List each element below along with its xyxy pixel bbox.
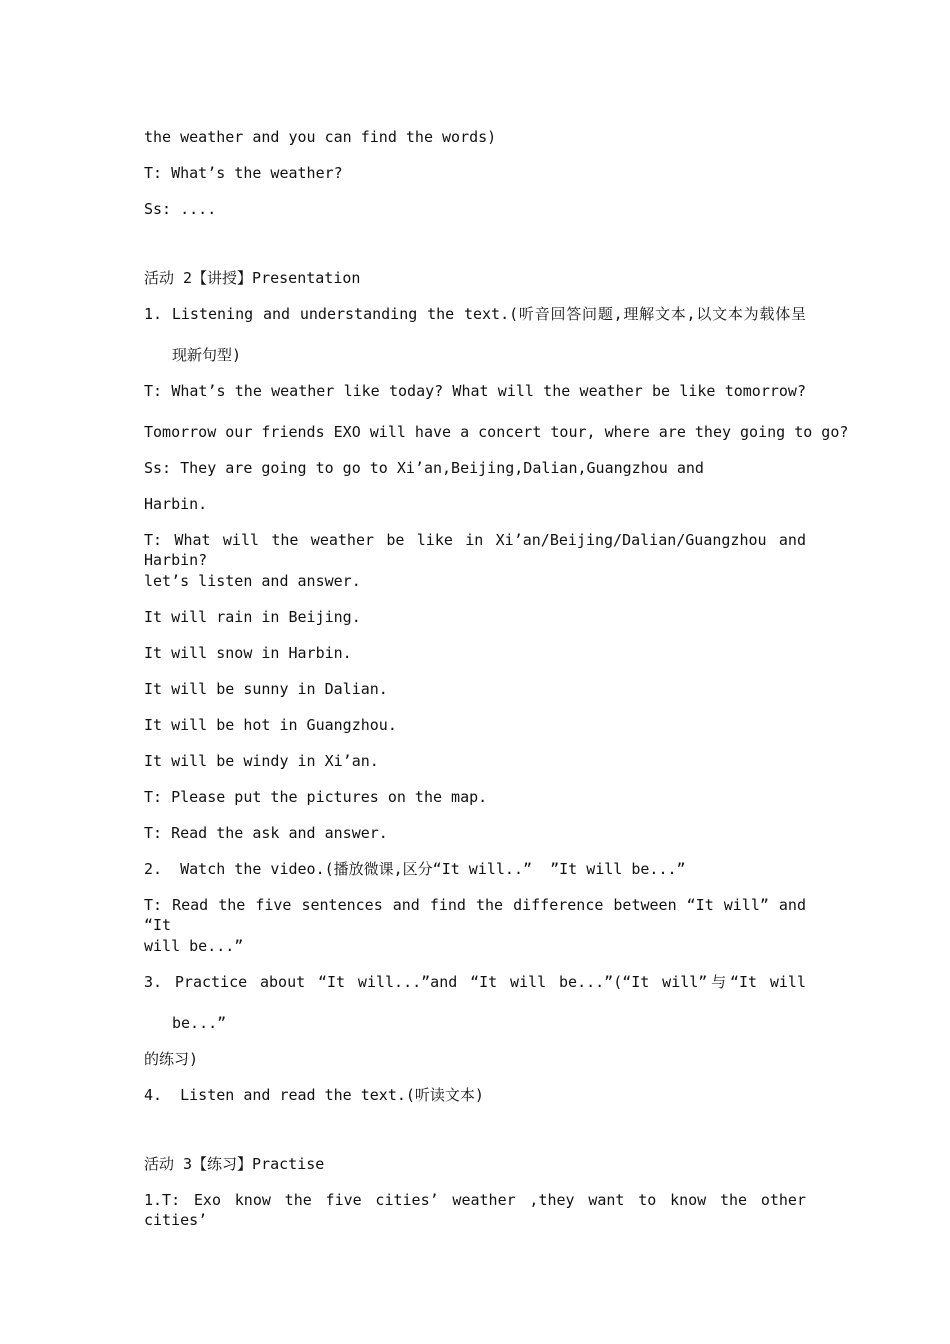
text-line: T: Read the five sentences and find the difference between “It will” and “It bbox=[144, 896, 806, 934]
text-line: It will snow in Harbin. bbox=[144, 644, 352, 662]
text-line: 1.T: Exo know the five cities’ weather ,they want to know the other cities’ bbox=[144, 1191, 806, 1229]
text-line: It will be sunny in Dalian. bbox=[144, 680, 388, 698]
text-line: let’s listen and answer. bbox=[144, 572, 361, 590]
text-line: It will be windy in Xi’an. bbox=[144, 752, 379, 770]
text-line: Ss: .... bbox=[144, 200, 217, 218]
text-line: 3. Practice about “It will...”and “It will be...”(“It will”与“It will bbox=[144, 973, 806, 991]
text-line: will be...” bbox=[144, 937, 244, 955]
text-line: T: What’s the weather? bbox=[144, 164, 343, 182]
section-heading-activity-2: 活动 2【讲授】Presentation bbox=[144, 269, 361, 287]
text-line: 现新句型) bbox=[172, 346, 242, 364]
text-line: T: What will the weather be like in Xi’an/Beijing/Dalian/Guangzhou and Harbin? bbox=[144, 531, 806, 569]
text-line: It will rain in Beijing. bbox=[144, 608, 361, 626]
text-line: 2. Watch the video.(播放微课,区分“It will..” ”It will be...” bbox=[144, 860, 686, 878]
text-line: Harbin. bbox=[144, 495, 208, 513]
text-line: 1. Listening and understanding the text.(听音回答问题,理解文本,以文本为载体呈 bbox=[144, 305, 806, 323]
text-line: T: What’s the weather like today? What will the weather be like tomorrow? bbox=[144, 382, 806, 400]
text-line: be...” bbox=[172, 1014, 227, 1032]
text-line: 的练习) bbox=[144, 1050, 199, 1068]
text-line: T: Please put the pictures on the map. bbox=[144, 788, 488, 806]
text-line: T: Read the ask and answer. bbox=[144, 824, 388, 842]
text-line: It will be hot in Guangzhou. bbox=[144, 716, 397, 734]
text-line: 4. Listen and read the text.(听读文本) bbox=[144, 1086, 484, 1104]
text-line: Tomorrow our friends EXO will have a concert tour, where are they going to go? bbox=[144, 423, 849, 441]
text-line: Ss: They are going to go to Xi’an,Beijing,Dalian,Guangzhou and bbox=[144, 459, 704, 477]
section-heading-activity-3: 活动 3【练习】Practise bbox=[144, 1155, 325, 1173]
text-line: the weather and you can find the words) bbox=[144, 128, 497, 146]
